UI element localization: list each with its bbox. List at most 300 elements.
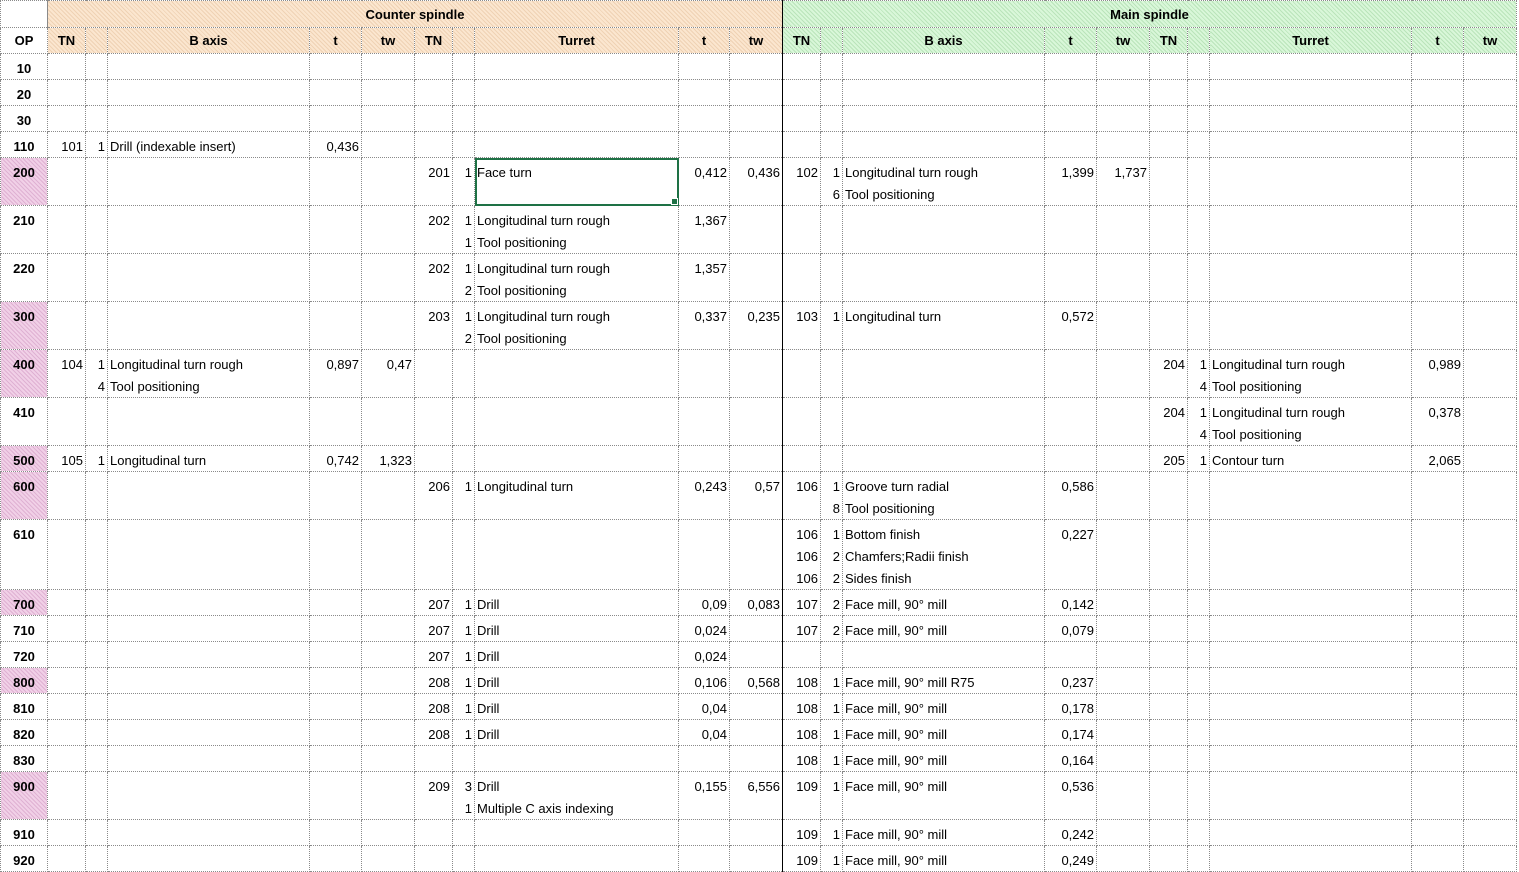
counter-turret-count-cell[interactable] (453, 446, 475, 472)
op-cell[interactable] (1, 668, 48, 694)
main-baxis-tn-cell[interactable] (783, 472, 821, 520)
main-baxis-tw-cell[interactable] (1097, 820, 1150, 846)
counter-turret-tn-cell[interactable] (415, 54, 453, 80)
main-turret-t-cell[interactable] (1412, 616, 1464, 642)
counter-turret-tw-cell[interactable] (730, 772, 783, 820)
counter-turret-count-cell[interactable] (453, 106, 475, 132)
main-turret-t-cell[interactable] (1412, 302, 1464, 350)
counter-baxis-desc-cell[interactable] (108, 350, 310, 398)
counter-baxis-t-cell[interactable] (310, 350, 362, 398)
main-baxis-tn-cell[interactable] (783, 80, 821, 106)
counter-baxis-tw-cell[interactable] (362, 302, 415, 350)
counter-turret-desc-cell[interactable] (475, 590, 679, 616)
counter-turret-t-cell[interactable] (679, 254, 730, 302)
main-turret-desc-cell[interactable] (1210, 254, 1412, 302)
counter-turret-t-cell[interactable] (679, 846, 730, 872)
counter-baxis-count-cell[interactable] (86, 80, 108, 106)
main-baxis-t-cell[interactable] (1045, 590, 1097, 616)
main-turret-t-cell[interactable] (1412, 846, 1464, 872)
main-turret-tw-cell[interactable] (1464, 106, 1517, 132)
counter-baxis-tw-cell[interactable] (362, 206, 415, 254)
counter-turret-label-header[interactable]: Turret (475, 28, 679, 54)
main-turret-label-header[interactable]: Turret (1210, 28, 1412, 54)
counter-turret-t-cell[interactable] (679, 694, 730, 720)
main-baxis-desc-cell[interactable] (843, 616, 1045, 642)
counter-turret-t-cell[interactable] (679, 520, 730, 590)
main-turret-tn-cell[interactable] (1150, 846, 1188, 872)
main-baxis-desc-cell[interactable] (843, 472, 1045, 520)
counter-baxis-tn-cell[interactable] (48, 746, 86, 772)
counter-turret-desc-cell[interactable] (475, 350, 679, 398)
main-baxis-desc-cell[interactable] (843, 820, 1045, 846)
main-baxis-t-cell[interactable] (1045, 694, 1097, 720)
main-turret-tn-header[interactable]: TN (1150, 28, 1188, 54)
counter-baxis-tn-cell[interactable] (48, 846, 86, 872)
op-cell[interactable] (1, 158, 48, 206)
counter-baxis-t-cell[interactable] (310, 132, 362, 158)
counter-baxis-tn-cell[interactable] (48, 720, 86, 746)
counter-turret-count-cell[interactable] (453, 132, 475, 158)
main-turret-count-header[interactable] (1188, 28, 1210, 54)
counter-turret-t-cell[interactable] (679, 720, 730, 746)
counter-turret-tw-cell[interactable] (730, 446, 783, 472)
main-baxis-t-header[interactable]: t (1045, 28, 1097, 54)
main-turret-tn-cell[interactable] (1150, 746, 1188, 772)
op-cell[interactable] (1, 446, 48, 472)
counter-turret-tw-cell[interactable] (730, 350, 783, 398)
main-baxis-count-cell[interactable] (821, 54, 843, 80)
main-turret-tw-cell[interactable] (1464, 746, 1517, 772)
counter-baxis-tw-cell[interactable] (362, 254, 415, 302)
op-cell[interactable] (1, 720, 48, 746)
main-baxis-tn-cell[interactable] (783, 54, 821, 80)
main-baxis-tw-cell[interactable] (1097, 206, 1150, 254)
counter-baxis-t-cell[interactable] (310, 158, 362, 206)
counter-turret-tw-cell[interactable] (730, 106, 783, 132)
main-turret-desc-cell[interactable] (1210, 520, 1412, 590)
counter-baxis-count-cell[interactable] (86, 350, 108, 398)
counter-turret-t-cell[interactable] (679, 472, 730, 520)
main-baxis-count-cell[interactable] (821, 398, 843, 446)
main-baxis-desc-cell[interactable] (843, 446, 1045, 472)
counter-baxis-tn-cell[interactable] (48, 472, 86, 520)
main-baxis-t-cell[interactable] (1045, 642, 1097, 668)
counter-turret-t-cell[interactable] (679, 746, 730, 772)
main-baxis-count-cell[interactable] (821, 846, 843, 872)
main-baxis-tw-cell[interactable] (1097, 54, 1150, 80)
counter-baxis-t-cell[interactable] (310, 446, 362, 472)
counter-turret-desc-cell[interactable] (475, 54, 679, 80)
main-turret-tn-cell[interactable] (1150, 616, 1188, 642)
counter-baxis-t-cell[interactable] (310, 590, 362, 616)
main-turret-tn-cell[interactable] (1150, 520, 1188, 590)
main-turret-t-cell[interactable] (1412, 132, 1464, 158)
counter-baxis-tw-cell[interactable] (362, 350, 415, 398)
counter-turret-count-cell[interactable] (453, 590, 475, 616)
main-baxis-desc-cell[interactable] (843, 254, 1045, 302)
main-turret-count-cell[interactable] (1188, 446, 1210, 472)
main-baxis-count-cell[interactable] (821, 590, 843, 616)
main-baxis-desc-cell[interactable] (843, 350, 1045, 398)
counter-turret-tn-cell[interactable] (415, 158, 453, 206)
main-baxis-count-cell[interactable] (821, 616, 843, 642)
counter-turret-tw-cell[interactable] (730, 54, 783, 80)
main-baxis-t-cell[interactable] (1045, 668, 1097, 694)
main-turret-tw-cell[interactable] (1464, 720, 1517, 746)
counter-baxis-tw-cell[interactable] (362, 720, 415, 746)
main-baxis-t-cell[interactable] (1045, 772, 1097, 820)
counter-baxis-count-cell[interactable] (86, 106, 108, 132)
main-turret-tn-cell[interactable] (1150, 668, 1188, 694)
main-baxis-desc-cell[interactable] (843, 206, 1045, 254)
main-baxis-desc-cell[interactable] (843, 590, 1045, 616)
main-baxis-tn-cell[interactable] (783, 132, 821, 158)
op-cell[interactable] (1, 206, 48, 254)
main-baxis-count-cell[interactable] (821, 772, 843, 820)
main-turret-desc-cell[interactable] (1210, 158, 1412, 206)
counter-turret-t-cell[interactable] (679, 158, 730, 206)
main-turret-t-cell[interactable] (1412, 746, 1464, 772)
counter-turret-desc-cell[interactable] (475, 446, 679, 472)
main-baxis-desc-cell[interactable] (843, 720, 1045, 746)
main-baxis-tw-cell[interactable] (1097, 590, 1150, 616)
main-turret-desc-cell[interactable] (1210, 820, 1412, 846)
counter-baxis-desc-cell[interactable] (108, 254, 310, 302)
op-cell[interactable] (1, 694, 48, 720)
main-turret-tw-header[interactable]: tw (1464, 28, 1517, 54)
op-cell[interactable] (1, 398, 48, 446)
main-turret-tn-cell[interactable] (1150, 54, 1188, 80)
counter-baxis-tw-cell[interactable] (362, 80, 415, 106)
op-cell[interactable] (1, 642, 48, 668)
counter-baxis-count-cell[interactable] (86, 472, 108, 520)
main-baxis-tn-cell[interactable] (783, 846, 821, 872)
counter-turret-tn-cell[interactable] (415, 206, 453, 254)
counter-baxis-count-cell[interactable] (86, 132, 108, 158)
op-cell[interactable] (1, 746, 48, 772)
main-turret-tn-cell[interactable] (1150, 590, 1188, 616)
main-turret-tn-cell[interactable] (1150, 132, 1188, 158)
counter-baxis-desc-cell[interactable] (108, 206, 310, 254)
counter-baxis-t-header[interactable]: t (310, 28, 362, 54)
main-turret-desc-cell[interactable] (1210, 80, 1412, 106)
op-cell[interactable] (1, 772, 48, 820)
counter-baxis-count-cell[interactable] (86, 590, 108, 616)
counter-baxis-t-cell[interactable] (310, 820, 362, 846)
counter-baxis-desc-cell[interactable] (108, 772, 310, 820)
op-cell[interactable] (1, 820, 48, 846)
counter-turret-tn-cell[interactable] (415, 106, 453, 132)
counter-turret-t-cell[interactable] (679, 616, 730, 642)
main-baxis-t-cell[interactable] (1045, 446, 1097, 472)
counter-baxis-t-cell[interactable] (310, 302, 362, 350)
counter-baxis-tw-cell[interactable] (362, 590, 415, 616)
main-turret-tn-cell[interactable] (1150, 350, 1188, 398)
main-turret-t-cell[interactable] (1412, 206, 1464, 254)
main-baxis-count-cell[interactable] (821, 472, 843, 520)
counter-baxis-count-cell[interactable] (86, 54, 108, 80)
counter-turret-desc-cell[interactable] (475, 820, 679, 846)
counter-baxis-t-cell[interactable] (310, 398, 362, 446)
main-turret-count-cell[interactable] (1188, 772, 1210, 820)
main-baxis-count-cell[interactable] (821, 668, 843, 694)
counter-turret-tw-cell[interactable] (730, 80, 783, 106)
main-turret-desc-cell[interactable] (1210, 132, 1412, 158)
main-turret-count-cell[interactable] (1188, 206, 1210, 254)
counter-baxis-t-cell[interactable] (310, 720, 362, 746)
counter-turret-tw-cell[interactable] (730, 398, 783, 446)
main-turret-tn-cell[interactable] (1150, 720, 1188, 746)
op-column-header[interactable]: OP (1, 28, 48, 54)
main-turret-count-cell[interactable] (1188, 846, 1210, 872)
counter-baxis-tn-cell[interactable] (48, 106, 86, 132)
counter-turret-tn-cell[interactable] (415, 80, 453, 106)
counter-baxis-tw-cell[interactable] (362, 616, 415, 642)
counter-turret-count-cell[interactable] (453, 616, 475, 642)
counter-turret-t-cell[interactable] (679, 54, 730, 80)
main-turret-desc-cell[interactable] (1210, 446, 1412, 472)
counter-turret-desc-cell[interactable] (475, 520, 679, 590)
counter-turret-t-header[interactable]: t (679, 28, 730, 54)
counter-turret-t-cell[interactable] (679, 772, 730, 820)
main-turret-tn-cell[interactable] (1150, 694, 1188, 720)
counter-turret-tn-cell[interactable] (415, 668, 453, 694)
counter-baxis-tn-cell[interactable] (48, 590, 86, 616)
main-turret-tw-cell[interactable] (1464, 472, 1517, 520)
counter-turret-t-cell[interactable] (679, 350, 730, 398)
main-baxis-t-cell[interactable] (1045, 846, 1097, 872)
counter-baxis-count-header[interactable] (86, 28, 108, 54)
counter-turret-t-cell[interactable] (679, 132, 730, 158)
main-baxis-tw-cell[interactable] (1097, 642, 1150, 668)
main-turret-t-cell[interactable] (1412, 80, 1464, 106)
main-baxis-desc-cell[interactable] (843, 746, 1045, 772)
counter-baxis-t-cell[interactable] (310, 772, 362, 820)
counter-baxis-tn-cell[interactable] (48, 206, 86, 254)
main-baxis-label-header[interactable]: B axis (843, 28, 1045, 54)
counter-spindle-header[interactable]: Counter spindle (48, 1, 783, 28)
counter-turret-desc-cell[interactable] (475, 642, 679, 668)
main-baxis-count-cell[interactable] (821, 158, 843, 206)
main-baxis-tn-cell[interactable] (783, 254, 821, 302)
counter-baxis-count-cell[interactable] (86, 694, 108, 720)
counter-baxis-count-cell[interactable] (86, 616, 108, 642)
main-baxis-count-cell[interactable] (821, 720, 843, 746)
main-baxis-count-cell[interactable] (821, 520, 843, 590)
counter-turret-t-cell[interactable] (679, 820, 730, 846)
counter-baxis-tn-cell[interactable] (48, 446, 86, 472)
counter-baxis-tw-cell[interactable] (362, 668, 415, 694)
main-baxis-count-cell[interactable] (821, 446, 843, 472)
counter-turret-count-cell[interactable] (453, 54, 475, 80)
counter-turret-tw-cell[interactable] (730, 746, 783, 772)
main-turret-t-cell[interactable] (1412, 590, 1464, 616)
counter-baxis-desc-cell[interactable] (108, 846, 310, 872)
main-baxis-count-cell[interactable] (821, 254, 843, 302)
main-turret-t-cell[interactable] (1412, 642, 1464, 668)
counter-turret-t-cell[interactable] (679, 668, 730, 694)
main-baxis-t-cell[interactable] (1045, 398, 1097, 446)
main-turret-count-cell[interactable] (1188, 472, 1210, 520)
op-cell[interactable] (1, 520, 48, 590)
counter-baxis-tn-cell[interactable] (48, 254, 86, 302)
counter-baxis-tw-cell[interactable] (362, 642, 415, 668)
main-turret-tn-cell[interactable] (1150, 398, 1188, 446)
main-turret-desc-cell[interactable] (1210, 54, 1412, 80)
main-baxis-tw-cell[interactable] (1097, 772, 1150, 820)
main-turret-tw-cell[interactable] (1464, 694, 1517, 720)
counter-baxis-tn-cell[interactable] (48, 694, 86, 720)
main-turret-desc-cell[interactable] (1210, 206, 1412, 254)
counter-baxis-tn-cell[interactable] (48, 302, 86, 350)
main-baxis-tw-cell[interactable] (1097, 746, 1150, 772)
main-baxis-tn-cell[interactable] (783, 772, 821, 820)
main-turret-desc-cell[interactable] (1210, 772, 1412, 820)
main-turret-tn-cell[interactable] (1150, 820, 1188, 846)
main-baxis-count-cell[interactable] (821, 302, 843, 350)
main-baxis-tw-cell[interactable] (1097, 616, 1150, 642)
main-turret-count-cell[interactable] (1188, 820, 1210, 846)
main-turret-t-cell[interactable] (1412, 54, 1464, 80)
main-turret-t-cell[interactable] (1412, 398, 1464, 446)
counter-turret-count-cell[interactable] (453, 720, 475, 746)
main-turret-tn-cell[interactable] (1150, 642, 1188, 668)
main-baxis-tn-cell[interactable] (783, 720, 821, 746)
main-turret-count-cell[interactable] (1188, 254, 1210, 302)
main-turret-tw-cell[interactable] (1464, 350, 1517, 398)
counter-turret-tw-cell[interactable] (730, 590, 783, 616)
counter-baxis-tn-cell[interactable] (48, 398, 86, 446)
counter-baxis-t-cell[interactable] (310, 694, 362, 720)
counter-baxis-desc-cell[interactable] (108, 746, 310, 772)
counter-turret-tn-cell[interactable] (415, 746, 453, 772)
main-turret-desc-cell[interactable] (1210, 472, 1412, 520)
main-turret-desc-cell[interactable] (1210, 616, 1412, 642)
main-turret-tn-cell[interactable] (1150, 106, 1188, 132)
counter-baxis-t-cell[interactable] (310, 846, 362, 872)
counter-baxis-count-cell[interactable] (86, 302, 108, 350)
counter-turret-desc-cell[interactable] (475, 746, 679, 772)
counter-baxis-count-cell[interactable] (86, 398, 108, 446)
counter-turret-tw-cell[interactable] (730, 302, 783, 350)
counter-turret-count-cell[interactable] (453, 772, 475, 820)
counter-baxis-tn-cell[interactable] (48, 820, 86, 846)
main-baxis-tw-cell[interactable] (1097, 398, 1150, 446)
counter-turret-tw-cell[interactable] (730, 820, 783, 846)
main-turret-tn-cell[interactable] (1150, 80, 1188, 106)
main-baxis-tn-cell[interactable] (783, 820, 821, 846)
main-turret-count-cell[interactable] (1188, 158, 1210, 206)
counter-baxis-count-cell[interactable] (86, 254, 108, 302)
counter-baxis-count-cell[interactable] (86, 642, 108, 668)
main-turret-tw-cell[interactable] (1464, 54, 1517, 80)
main-turret-tw-cell[interactable] (1464, 820, 1517, 846)
op-cell[interactable] (1, 616, 48, 642)
counter-turret-t-cell[interactable] (679, 302, 730, 350)
op-cell[interactable] (1, 132, 48, 158)
counter-baxis-tn-cell[interactable] (48, 616, 86, 642)
counter-turret-tw-cell[interactable] (730, 472, 783, 520)
main-turret-tn-cell[interactable] (1150, 772, 1188, 820)
main-baxis-desc-cell[interactable] (843, 846, 1045, 872)
main-baxis-t-cell[interactable] (1045, 206, 1097, 254)
counter-baxis-count-cell[interactable] (86, 206, 108, 254)
main-baxis-desc-cell[interactable] (843, 302, 1045, 350)
main-turret-t-cell[interactable] (1412, 350, 1464, 398)
counter-turret-count-cell[interactable] (453, 398, 475, 446)
counter-turret-tn-cell[interactable] (415, 694, 453, 720)
counter-turret-t-cell[interactable] (679, 398, 730, 446)
counter-baxis-tn-cell[interactable] (48, 132, 86, 158)
main-turret-count-cell[interactable] (1188, 616, 1210, 642)
counter-turret-desc-cell[interactable] (475, 720, 679, 746)
fill-handle[interactable] (671, 198, 678, 205)
main-turret-count-cell[interactable] (1188, 350, 1210, 398)
main-turret-desc-cell[interactable] (1210, 590, 1412, 616)
counter-baxis-desc-cell[interactable] (108, 694, 310, 720)
counter-turret-count-cell[interactable] (453, 206, 475, 254)
counter-turret-count-cell[interactable] (453, 520, 475, 590)
main-baxis-desc-cell[interactable] (843, 642, 1045, 668)
counter-turret-tw-cell[interactable] (730, 720, 783, 746)
counter-turret-tn-cell[interactable] (415, 520, 453, 590)
counter-baxis-tn-cell[interactable] (48, 350, 86, 398)
counter-baxis-tw-cell[interactable] (362, 132, 415, 158)
main-turret-tw-cell[interactable] (1464, 158, 1517, 206)
main-turret-tw-cell[interactable] (1464, 80, 1517, 106)
counter-baxis-t-cell[interactable] (310, 668, 362, 694)
main-baxis-tn-cell[interactable] (783, 106, 821, 132)
counter-turret-desc-cell[interactable] (475, 254, 679, 302)
counter-baxis-tw-cell[interactable] (362, 158, 415, 206)
main-turret-desc-cell[interactable] (1210, 746, 1412, 772)
counter-baxis-tw-cell[interactable] (362, 520, 415, 590)
main-turret-tw-cell[interactable] (1464, 590, 1517, 616)
main-turret-tn-cell[interactable] (1150, 446, 1188, 472)
main-turret-count-cell[interactable] (1188, 398, 1210, 446)
corner-cell[interactable] (1, 1, 48, 28)
counter-baxis-desc-cell[interactable] (108, 302, 310, 350)
main-baxis-desc-cell[interactable] (843, 668, 1045, 694)
main-turret-count-cell[interactable] (1188, 746, 1210, 772)
main-turret-t-cell[interactable] (1412, 820, 1464, 846)
counter-baxis-tw-cell[interactable] (362, 398, 415, 446)
counter-turret-desc-cell[interactable] (475, 206, 679, 254)
counter-baxis-tw-header[interactable]: tw (362, 28, 415, 54)
counter-baxis-tw-cell[interactable] (362, 746, 415, 772)
main-turret-count-cell[interactable] (1188, 80, 1210, 106)
main-baxis-desc-cell[interactable] (843, 80, 1045, 106)
counter-turret-desc-cell[interactable] (475, 132, 679, 158)
main-turret-tw-cell[interactable] (1464, 206, 1517, 254)
counter-turret-count-cell[interactable] (453, 694, 475, 720)
main-baxis-tn-cell[interactable] (783, 746, 821, 772)
counter-baxis-tw-cell[interactable] (362, 772, 415, 820)
counter-baxis-desc-cell[interactable] (108, 398, 310, 446)
main-baxis-count-cell[interactable] (821, 350, 843, 398)
main-baxis-t-cell[interactable] (1045, 80, 1097, 106)
counter-baxis-desc-cell[interactable] (108, 106, 310, 132)
counter-turret-count-cell[interactable] (453, 746, 475, 772)
op-cell[interactable] (1, 106, 48, 132)
main-turret-count-cell[interactable] (1188, 302, 1210, 350)
main-baxis-tn-cell[interactable] (783, 642, 821, 668)
counter-turret-tw-cell[interactable] (730, 254, 783, 302)
main-baxis-tw-cell[interactable] (1097, 158, 1150, 206)
main-turret-count-cell[interactable] (1188, 54, 1210, 80)
main-baxis-tw-cell[interactable] (1097, 350, 1150, 398)
counter-turret-desc-cell[interactable] (475, 772, 679, 820)
